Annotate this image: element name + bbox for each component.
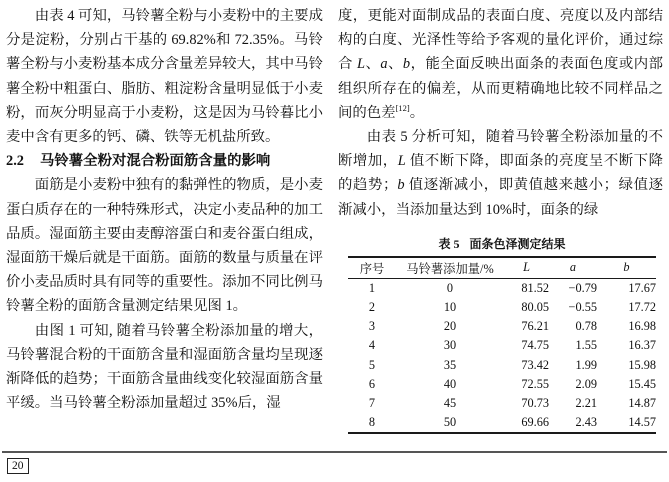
- cell-a: −0.79: [568, 280, 597, 295]
- variable-b: b: [397, 177, 405, 194]
- cell-a: −0.55: [568, 300, 597, 315]
- table-caption: [348, 236, 656, 252]
- table-row: [348, 356, 656, 375]
- cell-L: 81.52: [521, 280, 549, 295]
- paragraph-table4-discussion: 由表 4 可知，马铃薯全粉与小麦粉中的主要成分是淀粉，分别占干基的 69.82%和 72.35%。马铃薯全粉与小麦粉基本成分含量差异较大，其中马铃薯全粉中粗蛋白、脂肪、粗淀粉含量明显低于小麦粉，而灰分明显高于小麦粉，这是因为马铃暮比小麦中含有更多的钙、磷、铁等无机盐所致。: [6, 8, 323, 146]
- cell-b: 14.87: [628, 396, 656, 411]
- variable-a: a: [380, 56, 388, 73]
- cell-addition: 30: [443, 338, 457, 353]
- table-header-row: [348, 257, 656, 279]
- text-run: 、: [364, 56, 381, 73]
- table-row: [348, 413, 656, 433]
- variable-L: L: [356, 56, 365, 73]
- cell-b: 15.98: [628, 357, 656, 372]
- cell-index: 5: [368, 357, 376, 372]
- col-header-addition: 马铃薯添加量/%: [406, 261, 494, 276]
- noodle-color-results-table: [348, 256, 656, 435]
- text-run: 度，更能对面制成品的表面白度、亮度以及内部结构的白度、光泽性等给予客观的量化评价，通过综合: [338, 8, 663, 73]
- table-row: [348, 375, 656, 394]
- cell-b: 14.57: [628, 415, 656, 430]
- cell-index: 7: [368, 396, 376, 411]
- col-header-a: a: [569, 260, 577, 275]
- cell-a: 2.21: [575, 396, 597, 411]
- cell-L: 72.55: [521, 376, 549, 391]
- cell-L: 73.42: [521, 357, 549, 372]
- cell-L: 70.73: [521, 396, 549, 411]
- left-column: [6, 4, 323, 415]
- cell-L: 76.21: [521, 319, 549, 334]
- cell-b: 15.45: [628, 376, 656, 391]
- section-title: 马铃薯全粉对混合粉面筋含量的影响: [40, 153, 271, 170]
- table-row: [348, 336, 656, 355]
- footer-divider: [2, 451, 667, 453]
- paragraph-color-evaluation: [338, 4, 663, 125]
- cell-addition: 45: [443, 396, 457, 411]
- cell-addition: 20: [443, 319, 457, 334]
- text-run: 。: [409, 104, 425, 121]
- text-run: ，能全面反映出面条的表面色度或内部组织所存在的偏差，从而更精确地比较不同样品之间的色差: [338, 56, 663, 121]
- right-column: [338, 4, 663, 434]
- cell-addition: 40: [443, 376, 457, 391]
- col-header-index: 序号: [359, 261, 385, 276]
- paragraph-gluten-intro: 面筋是小麦粉中独有的黏弹性的物质，是小麦蛋白质存在的一种特殊形式，决定小麦品种的加工品质。湿面筋主要由麦醇溶蛋白和麦谷蛋白组成，湿面筋干燥后就是干面筋。面筋的数量与质量在评价小麦品质时具有同等的重要性。添加不同比例马铃薯全粉的面筋含量测定结果见图 1。: [6, 177, 323, 315]
- cell-b: 16.98: [628, 319, 656, 334]
- table-row: [348, 317, 656, 336]
- cell-a: 1.55: [575, 338, 597, 353]
- table-row: [348, 278, 656, 298]
- cell-L: 74.75: [521, 338, 549, 353]
- cell-index: 6: [368, 376, 376, 391]
- cell-a: 2.09: [575, 376, 597, 391]
- variable-L: L: [397, 153, 406, 170]
- cell-a: 2.43: [575, 415, 597, 430]
- cell-addition: 50: [443, 415, 457, 430]
- cell-index: 3: [368, 319, 376, 334]
- cell-index: 1: [368, 280, 376, 295]
- cell-b: 17.67: [628, 280, 656, 295]
- table-label: 表 5: [438, 236, 460, 251]
- text-run: 值逐渐减小，即黄值越来越小；绿值逐渐减小，当添加量达到 10%时，面条的绿: [338, 177, 663, 218]
- cell-index: 4: [368, 338, 376, 353]
- paragraph-table5-discussion: [338, 125, 663, 222]
- section-heading-2-2: [6, 149, 323, 173]
- text-run: 由表 5 分析可知，随着马铃薯全粉添加量的不断增加，: [338, 129, 663, 170]
- cell-addition: 0: [446, 280, 454, 295]
- cell-b: 16.37: [628, 338, 656, 353]
- table-row: [348, 298, 656, 317]
- cell-L: 80.05: [521, 300, 549, 315]
- col-header-b: b: [623, 260, 630, 275]
- cell-addition: 10: [443, 300, 457, 315]
- cell-a: 0.78: [575, 319, 597, 334]
- cell-index: 8: [368, 415, 376, 430]
- table-row: [348, 394, 656, 413]
- text-run: 值不断下降，即面条的亮度呈不断下降的趋势；: [338, 153, 663, 194]
- text-run: 、: [387, 56, 403, 73]
- paragraph-figure1-discussion: 由图 1 可知, 随着马铃薯全粉添加量的增大，马铃薯混合粉的干面筋含量和湿面筋含量均呈现逐渐降低的趋势；干面筋含量曲线变化较湿面筋含量平缓。当马铃薯全粉添加量超过 35%后，湿: [6, 322, 323, 412]
- table-title: 面条色泽测定结果: [469, 236, 566, 251]
- cell-b: 17.72: [628, 300, 656, 315]
- page-number: 20: [7, 458, 29, 474]
- cell-index: 2: [368, 300, 376, 315]
- cell-addition: 35: [443, 357, 457, 372]
- cell-L: 69.66: [521, 415, 549, 430]
- citation-12: [12]: [395, 102, 410, 113]
- col-header-L: L: [523, 260, 530, 275]
- cell-a: 1.99: [575, 357, 597, 372]
- section-number: 2.2: [6, 153, 24, 170]
- variable-b: b: [402, 56, 411, 73]
